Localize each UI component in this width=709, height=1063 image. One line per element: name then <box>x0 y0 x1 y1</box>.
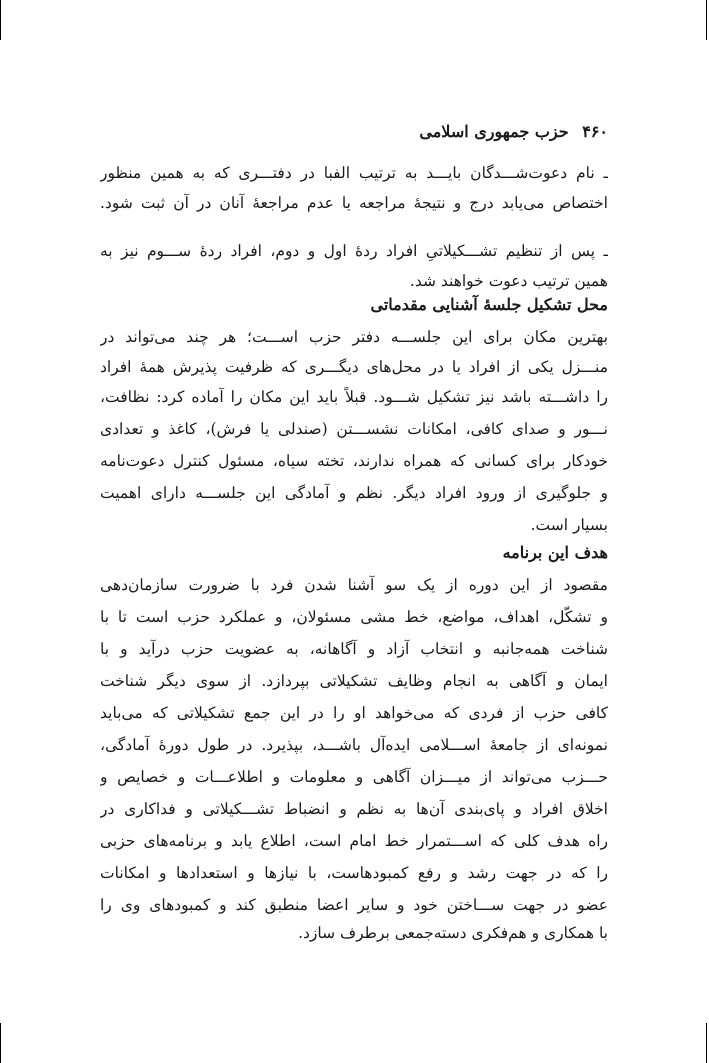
paragraph-line: و تشکّل، اهداف، مواضع، خط مشی مسئولان، و عملکرد حزب است تا با <box>100 608 608 626</box>
paragraph-line: ـ نام دعوت‌شـــدگان بایـــد به ترتیب الفبا در دفتـــری که به همین منظور <box>100 164 608 182</box>
paragraph-line: شناخت همه‌جانبه و انتخاب آزاد و آگاهانه، به عضویت حزب درآید و با <box>100 640 608 658</box>
paragraph-line: نمونه‌ای از جامعهٔ اســـلامی ایده‌آل باشـــد، بپذیرد. در طول دورهٔ آمادگی، <box>100 736 608 754</box>
crop-mark-bottom-right <box>706 1023 707 1063</box>
paragraph-line: منـــزل یکی از افراد یا در محل‌های دیگـــری که ظرفیت پذیرش همهٔ افراد <box>100 358 608 376</box>
paragraph-line: مقصود از این دوره از یک سو آشنا شدن فرد با ضرورت سازمان‌دهی <box>100 576 608 594</box>
paragraph-line: ایمان و آگاهی به انجام وظایف تشکیلاتی بپردازد. از سوی دیگر شناخت <box>100 672 608 690</box>
paragraph-line: اختصاص می‌یابد درج و نتیجهٔ مراجعه یا عدم مراجعهٔ آنان در آن ثبت شود. <box>100 194 608 212</box>
paragraph-line: اخلاق افراد و پای‌بندی آن‌ها به نظم و انضباط تشـــکیلاتی و فداکاری در <box>100 800 608 818</box>
paragraph-line: ـ پس از تنظیم تشـــکیلاتیِ افراد ردهٔ اول و دوم، افراد ردهٔ ســـوم نیز به <box>100 242 608 260</box>
paragraph-line: و جلوگیری از ورود افراد دیگر. نظم و آمادگی این جلســـه دارای اهمیت <box>100 484 608 502</box>
page-number: ۴۶۰ <box>582 122 608 141</box>
running-title: حزب جمهوری اسلامی <box>419 122 569 141</box>
paragraph-line: همین ترتیب دعوت خواهند شد. <box>409 272 608 290</box>
running-head <box>419 118 608 146</box>
book-page <box>100 118 608 948</box>
paragraph-line: را که در جهت رشد و رفع کمبودهاست، با نیازها و استعدادها و امکانات <box>100 864 608 882</box>
paragraph-line: عضو در جهت ســـاختن خود و سایر اعضا منطبق کند و کمبودهای وی را <box>100 896 608 914</box>
crop-mark-bottom-left <box>0 1023 1 1063</box>
paragraph-line: کافی حزب از فردی که می‌خواهد او را در این جمع تشکیلاتی که می‌باید <box>100 704 608 722</box>
paragraph-line: بهترین مکان برای این جلســـه دفتر حزب اســـت؛ هر چند می‌تواند در <box>100 328 608 346</box>
paragraph-line: را داشـــته باشد نیز تشکیل شـــود. قبلاً باید این مکان را آماده کرد: نظافت، <box>100 388 608 406</box>
paragraph-line: نـــور و صدای کافی، امکانات نشســـتن (صندلی یا فرش)، کاغذ و تعدادی <box>100 420 608 438</box>
crop-mark-top-right <box>706 0 707 40</box>
paragraph-line: بسیار است. <box>530 516 608 534</box>
section-heading: محل تشکیل جلسهٔ آشنایی مقدماتی <box>370 295 608 314</box>
paragraph-line: با همکاری و هم‌فکری دسته‌جمعی برطرف سازد. <box>298 924 608 942</box>
paragraph-line: راه هدف کلی که اســـتمرار خط امام است، اطلاع یابد و برنامه‌های حزبی <box>100 832 608 850</box>
paragraph-line: خودکار برای کسانی که همراه ندارند، تخته سیاه، مسئول کنترل دعوت‌نامه <box>100 452 608 470</box>
crop-mark-top-left <box>0 0 1 40</box>
section-heading: هدف این برنامه <box>502 543 608 562</box>
paragraph-line: حـــزب می‌تواند از میـــزان آگاهی و معلومات و اطلاعـــات و خصایص و <box>100 768 608 786</box>
